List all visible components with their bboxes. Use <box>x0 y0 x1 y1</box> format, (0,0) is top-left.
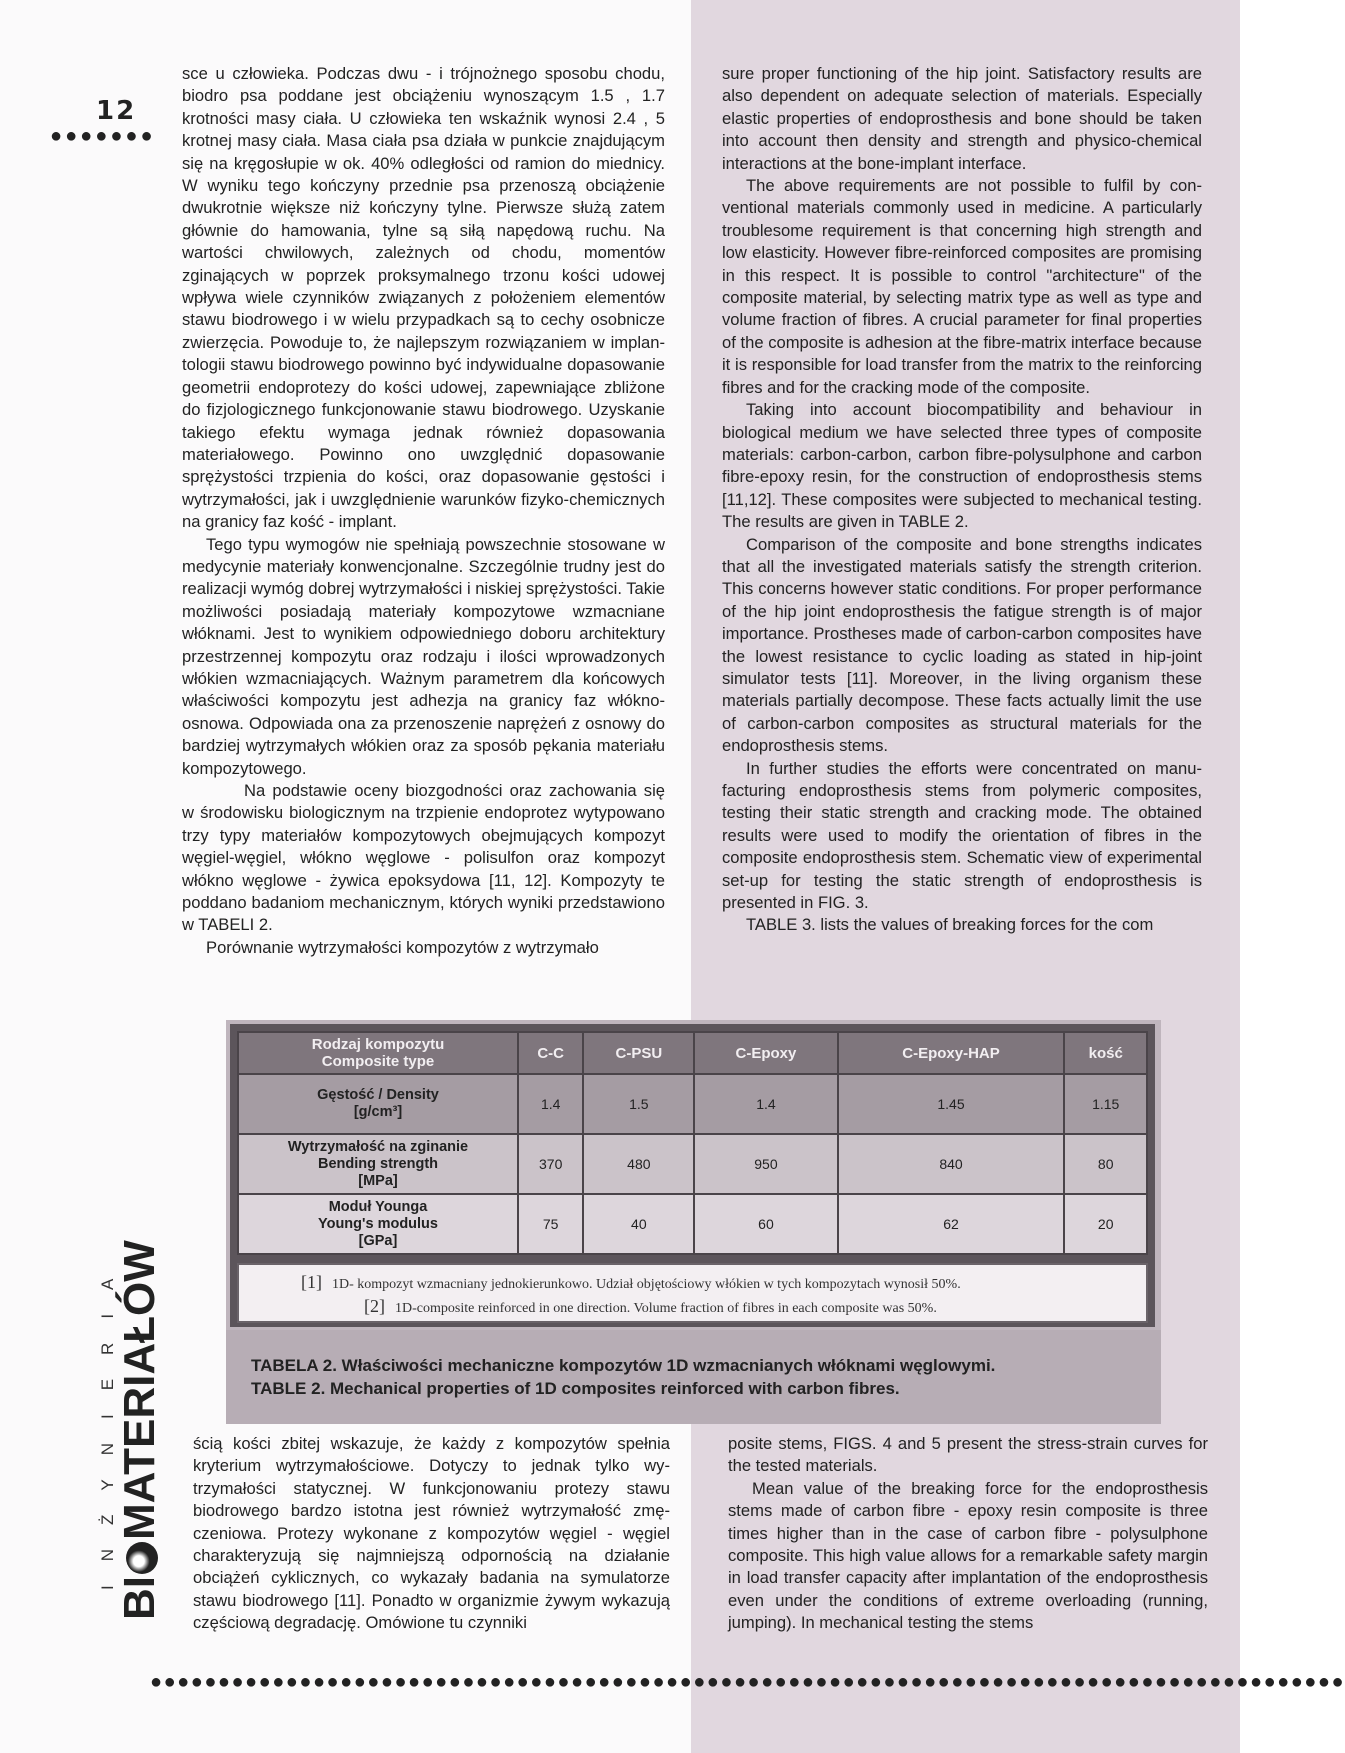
decorative-dots-bottom: ●●●●●●●●●●●●●●●●●●●●●●●●●●●●●●●●●●●●●●●●●●●●●●●●●●●●●●●●●●●●●●●●●●●●●●●●●●●●●●●●●●●●●●●● <box>150 1671 1345 1693</box>
properties-table <box>237 1031 1148 1255</box>
table-cell: 62 <box>838 1194 1065 1254</box>
paragraph: posite stems, FIGS. 4 and 5 present the stress-strain curves for the tested materials. <box>728 1434 1208 1476</box>
header-label-en: Composite type <box>321 1053 435 1070</box>
paragraph: Mean value of the breaking force for the endoprosthesis stems made of carbon fibre - epoxy resin composite is three times higher than in the case of carbon fibre - polysulphone composite. This high value allows for a remarkable safety margin in load transfer capacity after implantation of the endoprosthesis even under the conditions of extreme overloading (running, jumping). In mechanical testing the stems <box>728 1478 1208 1633</box>
row-label-en: Young's modulus <box>318 1215 438 1232</box>
paragraph: Porównanie wytrzymałości kompozytów z wytrzymało <box>206 937 599 957</box>
table-cell: 1.4 <box>518 1074 583 1134</box>
table-note-pl <box>301 1272 961 1293</box>
table-cell: 1.15 <box>1064 1074 1147 1134</box>
paragraph: ścią kości zbitej wskazuje, że każdy z kompozytów spełnia kryterium wytrzymałościowe. Dotyczy to jednak tylko wytrzymałości statycznej. W funkcjonowaniu protezy stawu biodrowego bardzo istotna jest również wytrzymałość zmęczeniowa. Protezy wykonane z kompozytów węgiel - węgiel charakteryzują się najmniejszą odpornością na działanie obciążeń cyklicznych, co wykazały badania na symulatorze stawu biodrowego [11]. Ponadto w organizmie żywym wykazują częściową degradację. Omówione tu czynniki <box>193 1434 670 1633</box>
table-cell: 80 <box>1064 1134 1147 1194</box>
decorative-dots-top: ●●●●●●● <box>50 125 156 147</box>
row-header <box>238 1194 518 1254</box>
table-cell: 20 <box>1064 1194 1147 1254</box>
table-cell: 1.45 <box>838 1074 1065 1134</box>
logo-text-post: MATERIAŁÓW <box>115 1240 164 1540</box>
table-caption <box>226 1330 1161 1424</box>
table-cell: 1.5 <box>583 1074 694 1134</box>
paragraph: Na podstawie oceny biozgodności oraz zachowania się w środowisku biologicznym na trzpienie endoprotez wytypowano trzy typy materiałów kompozytowych obejmujących kompozyt węgiel-węgiel, włókno węglowe - polisulfon oraz kompozyt włókno węglowe - żywica epoksydowa [11, 12]. Kompozyty te poddano badaniom mechanicznym, których wyniki przedstawiono w TABELI 2. <box>182 781 665 935</box>
journal-logo-subtitle: INŻYNIERIA <box>98 1254 117 1590</box>
table-row-density <box>238 1074 1147 1134</box>
english-text-column-top <box>722 63 1202 937</box>
column-header: C-Epoxy-HAP <box>838 1032 1065 1074</box>
paragraph: Taking into account biocompatibility and behaviour in biological medium we have selected three types of composite materials: carbon-carbon, carbon fibre-polysulphone and carbon fibre-epoxy resin, for the construction of endoprosthesis stems [11,12]. These composites were subjected to mechanical testing. The results are given in TABLE 2. <box>722 400 1202 532</box>
table-cell: 840 <box>838 1134 1065 1194</box>
note-text: 1D-composite reinforced in one direction. Volume fraction of fibres in each composite was 50%. <box>395 1301 937 1316</box>
table-cell: 40 <box>583 1194 694 1254</box>
note-text: 1D- kompozyt wzmacniany jednokierunkowo. Udział objętościowy włókien w tych kompozytach wynosił 50%. <box>332 1277 961 1292</box>
paragraph: Comparison of the composite and bone strengths indicates that all the investigated materials satisfy the strength criterion. This concerns however static conditions. For proper performance of the hip joint endoprosthesis the fatigue strength is of major importance. Prostheses made of carbon-carbon composites have the lowest resistance to cyclic loading as stated in hip-joint simulator tests [11]. Moreover, in the living organism these materials partially decompose. These facts actually limit the use of carbon-carbon composites as structural materials for the endoprosthesis stems. <box>722 534 1202 756</box>
paragraph: sce u człowieka. Podczas dwu - i trójnożnego sposobu chodu, biodro psa poddane jest obciążeniu wynoszącym 1.5 , 1.7 krotności masy ciała. U człowieka ten wskaźnik wynosi 2.4 , 5 krotnej masy ciała. Masa ciała psa działa w punkcie znajdującym się na kręgosłupie w ok. 40% odległości od ramion do miednicy. W wyniku tego kończyny przednie psa przenoszą obciążenie dwukrotnie większe niż kończyny tylne. Pierwsze służą zatem głównie do hamowania, tylne są siłą napędową ruchu. Na wartości chwilowych, zależnych od chodu, momentów zginających w poprzek proksymalnego trzonu kości udowej wpływa wiele czynników związanych z położeniem elementów stawu biodrowego i w wielu przypadkach są to cechy osobnicze zwierzęcia. Powoduje to, że najlepszym rozwiązaniem w implantologii stawu biodrowego powinno być indywidualne dopasowanie geometrii endoprotezy do kości udowej, zapewniające zbliżone do fizjologicznego funkcjonowanie stawu biodrowego. Uzyskanie takiego efektu wymaga jednak również dopasowania materiałowego. Powinno ono uwzględnić dopasowanie sprężystości trzpienia do kości, oraz dopasowanie gęstości i wytrzymałości, jak i uwzględnienie warunków fizyko-chemicznych na granicy faz kość - implant. <box>182 64 665 532</box>
table-cell: 480 <box>583 1134 694 1194</box>
table-cell: 370 <box>518 1134 583 1194</box>
row-header <box>238 1074 518 1134</box>
caption-pl: TABELA 2. Właściwości mechaniczne kompozytów 1D wzmacnianych włóknami węglowymi. <box>251 1356 996 1375</box>
column-header: C-C <box>518 1032 583 1074</box>
row-label-en: Bending strength <box>317 1155 439 1172</box>
page-number: 12 <box>96 96 137 126</box>
column-header: kość <box>1064 1032 1147 1074</box>
table-row-youngs-modulus <box>238 1194 1147 1254</box>
row-unit: [GPa] <box>358 1232 398 1249</box>
paragraph: In further studies the efforts were concentrated on manufacturing endoprosthesis stems from polymeric composites, testing their static strength and cracking mode. The obtained results were used to modify the orientation of fibres in the composite endoprosthesis stem. Schematic view of experimental set-up for testing the static strength of endoprosthesis is presented in FIG. 3. <box>722 758 1202 913</box>
column-header: C-PSU <box>583 1032 694 1074</box>
table-note-en <box>364 1296 937 1317</box>
table-2-block <box>226 1020 1161 1330</box>
logo-o-icon <box>126 1542 158 1574</box>
polish-text-column-bottom <box>193 1433 670 1635</box>
paragraph: Tego typu wymogów nie spełniają powszechnie stosowane w medycynie materiały konwencjonalne. Szczególnie trudny jest do realizacji wymóg dobrej wytrzymałości i niskiej sprężystości. Takie możliwości posiadają materiały kompozytowe wzmacniane włóknami. Jest to wynikiem odpowiedniego doboru architektury przestrzennej kompozytu oraz rodzaju i ilości wprowadzonych włókien wzmacniających. Ważnym parametrem dla końcowych właściwości kompozytu jest adhezja na granicy faz włókno-osnowa. Odpowiada ona za przenoszenie naprężeń z osnowy do bardziej wytrzymałych włókien oraz za sposób pękania materiału kompozytowego. <box>182 534 665 778</box>
row-label-pl: Moduł Younga <box>328 1198 428 1215</box>
table-cell: 75 <box>518 1194 583 1254</box>
logo-text-pre: BI <box>115 1576 164 1620</box>
table-frame <box>230 1024 1155 1327</box>
table-cell: 1.4 <box>694 1074 837 1134</box>
english-text-column-bottom <box>728 1433 1208 1635</box>
note-number: [2] <box>364 1296 385 1316</box>
table-notes <box>237 1263 1148 1323</box>
paragraph: TABLE 3. lists the values of breaking forces for the com <box>746 915 1154 935</box>
table-cell: 60 <box>694 1194 837 1254</box>
paragraph: sure proper functioning of the hip joint. Satisfactory results are also dependent on adequate selection of materials. Especially elastic properties of endoprosthesis and bone should be taken into account then density and strength and physico-chemical interactions at the bone-implant interface. <box>722 64 1202 173</box>
row-label: Gęstość / Density <box>317 1087 439 1103</box>
column-header: C-Epoxy <box>694 1032 837 1074</box>
header-label-pl: Rodzaj kompozytu <box>311 1036 445 1053</box>
paragraph: The above requirements are not possible to fulfil by conventional materials commonly used in medicine. A particularly troublesome requirement is that concerning high strength and low elasticity. However fibre-reinforced composites are promising in this respect. It is possible to control "architecture" of the composite material, by selecting matrix type as well as type and volume fraction of fibres. A crucial parameter for final properties of the composite is adhesion at the fibre-matrix interface because it is responsible for load transfer from the matrix to the reinforcing fibres and for the cracking mode of the composite. <box>722 176 1202 397</box>
row-label-pl: Wytrzymałość na zginanie <box>287 1138 469 1155</box>
journal-logo <box>115 1240 165 1620</box>
caption-en: TABLE 2. Mechanical properties of 1D composites reinforced with carbon fibres. <box>251 1379 900 1398</box>
table-row-bending-strength <box>238 1134 1147 1194</box>
row-header <box>238 1134 518 1194</box>
column-header-composite-type <box>238 1032 518 1074</box>
note-number: [1] <box>301 1272 322 1292</box>
polish-text-column-top <box>182 63 665 959</box>
row-unit: [g/cm³] <box>353 1104 403 1120</box>
row-unit: [MPa] <box>358 1172 398 1189</box>
table-cell: 950 <box>694 1134 837 1194</box>
